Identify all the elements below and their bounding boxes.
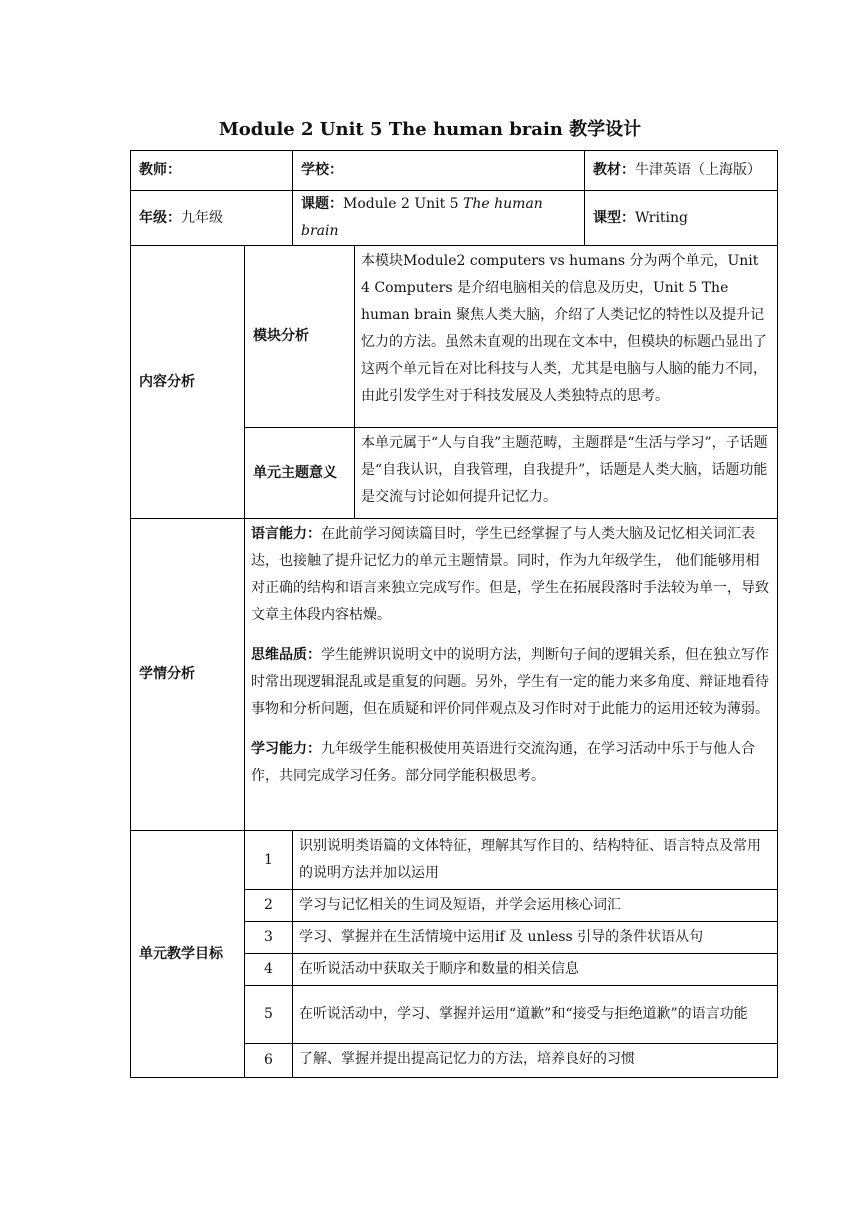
language-ability-text: 在此前学习阅读篇目时，学生已经掌握了与人类大脑及记忆相关词汇表达，也接触了提升记忆力的单元主题情景。同时，作为九年级学生， 他们能够用相对正确的结构和语言来独立完成写作。但是，学生在拓展段落时手法较为单一，导致文章主体段内容枯燥。 (251, 526, 769, 623)
goal-number: 5 (245, 986, 293, 1044)
topic-value-italic: The human brain (301, 196, 543, 239)
learning-ability-text: 九年级学生能积极使用英语进行交流沟通，在学习活动中乐于与他人合作，共同完成学习任务。部分同学能积极思考。 (251, 741, 755, 784)
type-cell (585, 191, 778, 246)
school-cell (293, 151, 585, 191)
page-title: Module 2 Unit 5 The human brain 教学设计 (218, 119, 642, 140)
unit-theme-text: 本单元属于“人与自我”主题范畴，主题群是“生活与学习”，子话题是“自我认识，自我管理，自我提升”，话题是人类大脑，话题功能是交流与讨论如何提升记忆力。 (355, 428, 778, 519)
textbook-value: 牛津英语（上海版） (635, 162, 761, 178)
type-label: 课型： (593, 209, 635, 226)
grade-label: 年级： (139, 209, 181, 226)
unit-goals-label: 单元教学目标 (131, 831, 245, 1078)
grade-cell (131, 191, 293, 246)
goal-number: 3 (245, 922, 293, 954)
goal-text: 识别说明类语篇的文体特征，理解其写作目的、结构特征、语言特点及常用的说明方法并加以运用 (293, 831, 778, 890)
textbook-label: 教材： (593, 162, 635, 178)
content-analysis-label: 内容分析 (131, 246, 245, 519)
topic-label: 课题： (301, 196, 343, 212)
teacher-cell (131, 151, 293, 191)
goal-number: 4 (245, 954, 293, 986)
learning-ability-paragraph (251, 736, 771, 790)
textbook-cell (585, 151, 778, 191)
student-analysis-label: 学情分析 (131, 519, 245, 831)
goal-row (131, 831, 778, 890)
topic-value: Module 2 Unit 5 (343, 196, 464, 212)
topic-cell (293, 191, 585, 246)
language-ability-paragraph (251, 521, 771, 629)
header-row-2 (131, 191, 778, 246)
goal-text: 学习与记忆相关的生词及短语，并学会运用核心词汇 (293, 890, 778, 922)
grade-value: 九年级 (181, 209, 223, 226)
lesson-plan-table (130, 150, 778, 1078)
goal-text: 学习、掌握并在生活情境中运用if 及 unless 引导的条件状语从句 (293, 922, 778, 954)
learning-ability-label: 学习能力： (251, 741, 321, 757)
header-row-1 (131, 151, 778, 191)
goal-text: 在听说活动中，学习、掌握并运用“道歉”和“接受与拒绝道歉”的语言功能 (293, 986, 778, 1044)
goal-number: 6 (245, 1044, 293, 1078)
teacher-label: 教师： (139, 162, 181, 178)
goal-text: 了解、掌握并提出提高记忆力的方法，培养良好的习惯 (293, 1044, 778, 1078)
school-label: 学校： (301, 162, 343, 178)
unit-theme-label: 单元主题意义 (245, 428, 355, 519)
module-analysis-label: 模块分析 (245, 246, 355, 428)
goal-number: 2 (245, 890, 293, 922)
goal-number: 1 (245, 831, 293, 890)
thinking-quality-label: 思维品质： (251, 647, 321, 663)
thinking-quality-text: 学生能辨识说明文中的说明方法，判断句子间的逻辑关系，但在独立写作时常出现逻辑混乱或是重复的问题。另外，学生有一定的能力来多角度、辩证地看待事物和分析问题，但在质疑和评价同伴观点及习作时对于此能力的运用还较为薄弱。 (251, 647, 769, 717)
student-analysis-content (245, 519, 778, 831)
language-ability-label: 语言能力： (251, 526, 321, 542)
goal-text: 在听说活动中获取关于顺序和数量的相关信息 (293, 954, 778, 986)
type-value: Writing (635, 209, 689, 226)
student-analysis-row (131, 519, 778, 831)
module-analysis-row (131, 246, 778, 428)
thinking-quality-paragraph (251, 642, 771, 723)
module-analysis-text: 本模块Module2 computers vs humans 分为两个单元，Unit 4 Computers 是介绍电脑相关的信息及历史，Unit 5 The human brain 聚焦人类大脑，介绍了人类记忆的特性以及提升记忆力的方法。虽然未直观的出现在文本中，但模块的标题凸显出了这两个单元旨在对比科技与人类，尤其是电脑与人脑的能力不同，由此引发学生对于科技发展及人类独特点的思考。 (355, 246, 778, 428)
